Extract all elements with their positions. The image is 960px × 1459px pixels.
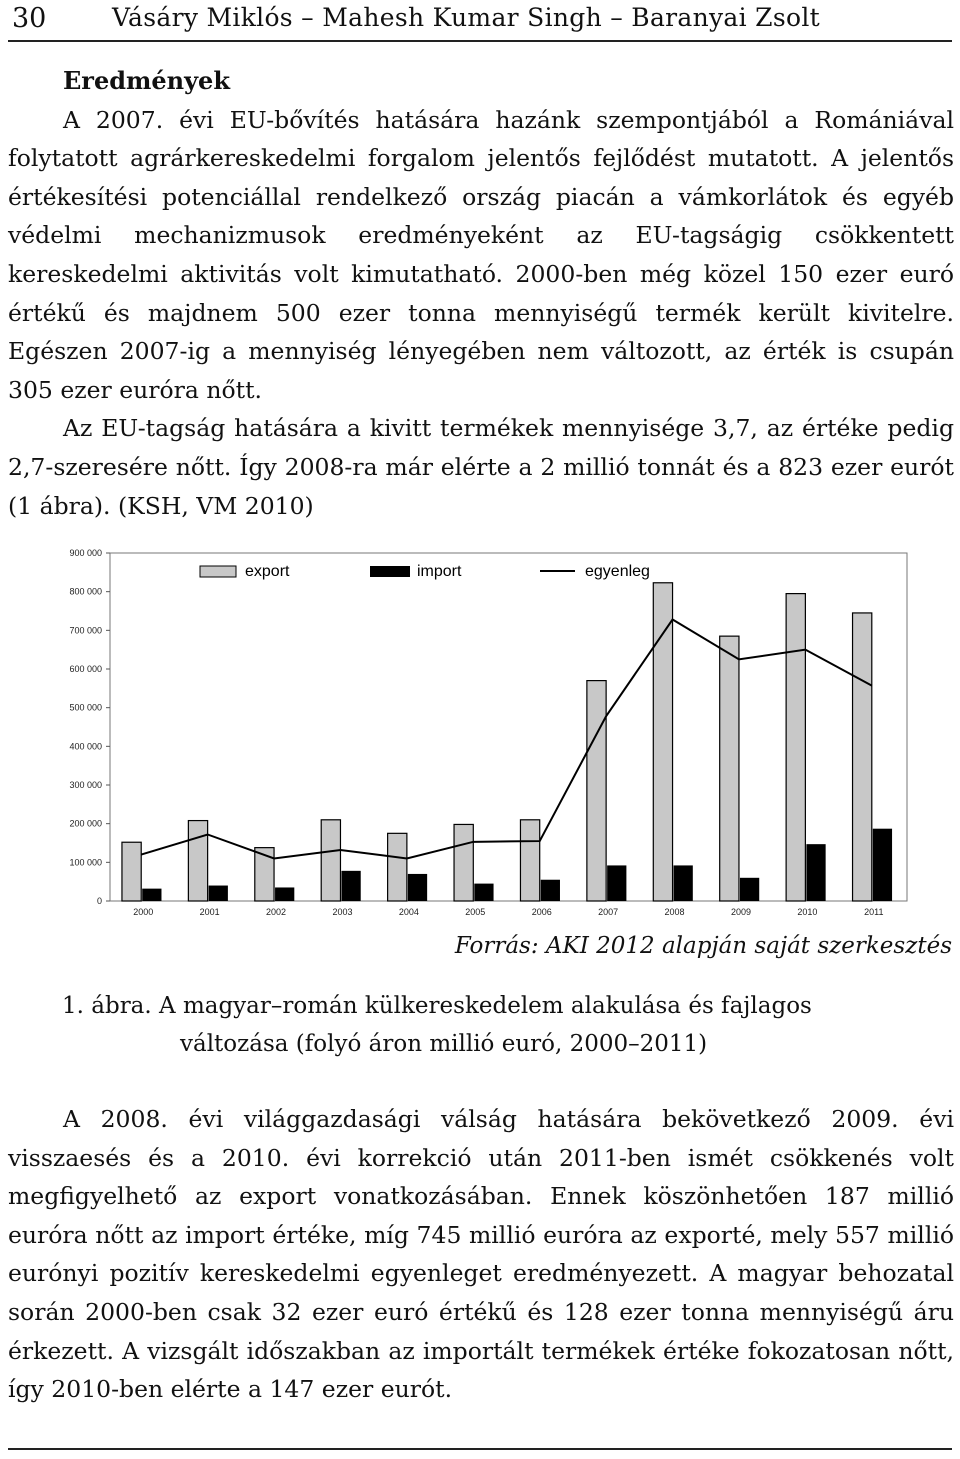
export-bar <box>587 681 606 901</box>
x-tick-label: 2002 <box>266 907 287 917</box>
export-bar <box>853 613 872 901</box>
x-tick-label: 2011 <box>864 907 884 917</box>
running-head: Vásáry Miklós – Mahesh Kumar Singh – Baranyai Zsolt <box>112 3 820 32</box>
import-bar <box>275 887 294 901</box>
import-bar <box>806 844 825 901</box>
y-tick-label: 300 000 <box>69 780 102 790</box>
import-bar <box>341 871 360 901</box>
legend-import-swatch <box>370 566 410 577</box>
y-tick-label: 0 <box>96 896 102 906</box>
legend-export-label: export <box>245 563 290 580</box>
crisis-section <box>8 1100 954 1409</box>
x-tick-label: 2003 <box>332 907 353 917</box>
export-bar <box>720 636 739 901</box>
page-header <box>0 0 960 40</box>
figure-source: Forrás: AKI 2012 alapján saját szerkesztés <box>454 933 952 959</box>
paragraph-2: Az EU-tagság hatására a kivitt termékek mennyisége 3,7, az értéke pedig 2,7-szeresére nőtt. Így 2008-ra már elérte a 2 millió tonnát és a 823 ezer eurót (1 ábra). (KSH, VM 2010) <box>8 414 954 520</box>
export-bar <box>188 821 207 901</box>
caption-line-2: változása (folyó áron millió euró, 2000–2011) <box>180 1031 708 1057</box>
export-bar <box>653 583 672 901</box>
header-rule <box>8 40 952 42</box>
legend-import-label: import <box>417 563 462 580</box>
x-tick-label: 2010 <box>797 907 818 917</box>
section-heading: Eredmények <box>63 66 230 95</box>
export-bar <box>520 820 539 901</box>
paragraph-1: A 2007. évi EU-bővítés hatására hazánk szempontjából a Romániával folytatott agrárkereskedelmi forgalom jelentős fejlődést mutatott. A jelentős értékesítési potenciállal rendelkező ország piacán a vámkorlátok és egyéb védelmi mechanizmusok eredményeként az EU-tagságig csökkentett kereskedelmi aktivitás volt kimutatható. 2000-ben még közel 150 ezer euró értékű és majdnem 500 ezer tonna mennyiségű termék került kivitelre. Egészen 2007-ig a mennyiség lényegében nem változott, az érték is csupán 305 ezer euróra nőtt. <box>8 105 954 404</box>
y-tick-label: 400 000 <box>69 741 102 752</box>
import-bar <box>674 865 693 901</box>
x-tick-label: 2006 <box>531 907 552 917</box>
legend-balance-label: egyenleg <box>585 563 650 580</box>
y-tick-label: 100 000 <box>69 857 102 868</box>
export-bar <box>122 842 141 901</box>
import-bar <box>142 889 161 901</box>
paragraph-3: A 2008. évi világgazdasági válság hatására bekövetkező 2009. évi visszaesés és a 2010. évi korrekció után 2011-ben ismét csökkenés volt megfigyelhető az export vonatkozásában. Ennek köszönhetően 187 millió euróra nőtt az import értéke, míg 745 millió euróra az exporté, mely 557 millió eurónyi pozitív kereskedelmi egyenleget eredményezett. A magyar behozatal során 2000-ben csak 32 ezer euró értékű és 128 ezer tonna mennyiségű áru érkezett. A vizsgált időszakban az importált termékek értéke fokozatosan nőtt, így 2010-ben elérte a 147 ezer eurót. <box>8 1105 954 1404</box>
caption-line-1: 1. ábra. A magyar–román külkereskedelem alakulása és fajlagos <box>62 993 812 1019</box>
results-section <box>8 62 954 525</box>
import-bar <box>607 865 626 901</box>
import-bar <box>740 878 759 901</box>
import-bar <box>474 884 493 901</box>
x-tick-label: 2001 <box>199 907 220 917</box>
export-bar <box>388 833 407 901</box>
trade-chart <box>55 545 915 925</box>
x-tick-label: 2009 <box>730 907 751 917</box>
y-tick-label: 200 000 <box>69 818 102 829</box>
y-tick-label: 500 000 <box>69 702 102 713</box>
x-tick-label: 2004 <box>398 907 419 917</box>
y-tick-label: 800 000 <box>69 586 102 597</box>
figure-caption <box>0 987 960 1063</box>
legend-export-swatch <box>200 566 236 577</box>
x-tick-label: 2000 <box>133 907 154 917</box>
footer-rule <box>8 1448 952 1450</box>
x-tick-label: 2005 <box>465 907 486 917</box>
export-bar <box>786 594 805 901</box>
x-tick-label: 2008 <box>664 907 685 917</box>
import-bar <box>408 874 427 901</box>
import-bar <box>873 829 892 901</box>
x-tick-label: 2007 <box>598 907 619 917</box>
export-bar <box>454 824 473 901</box>
y-tick-label: 700 000 <box>69 625 102 636</box>
y-tick-label: 600 000 <box>69 664 102 674</box>
export-bar <box>321 820 340 901</box>
page-number: 30 <box>12 3 47 34</box>
y-tick-label: 900 000 <box>69 548 102 558</box>
import-bar <box>541 880 560 901</box>
import-bar <box>209 886 228 901</box>
